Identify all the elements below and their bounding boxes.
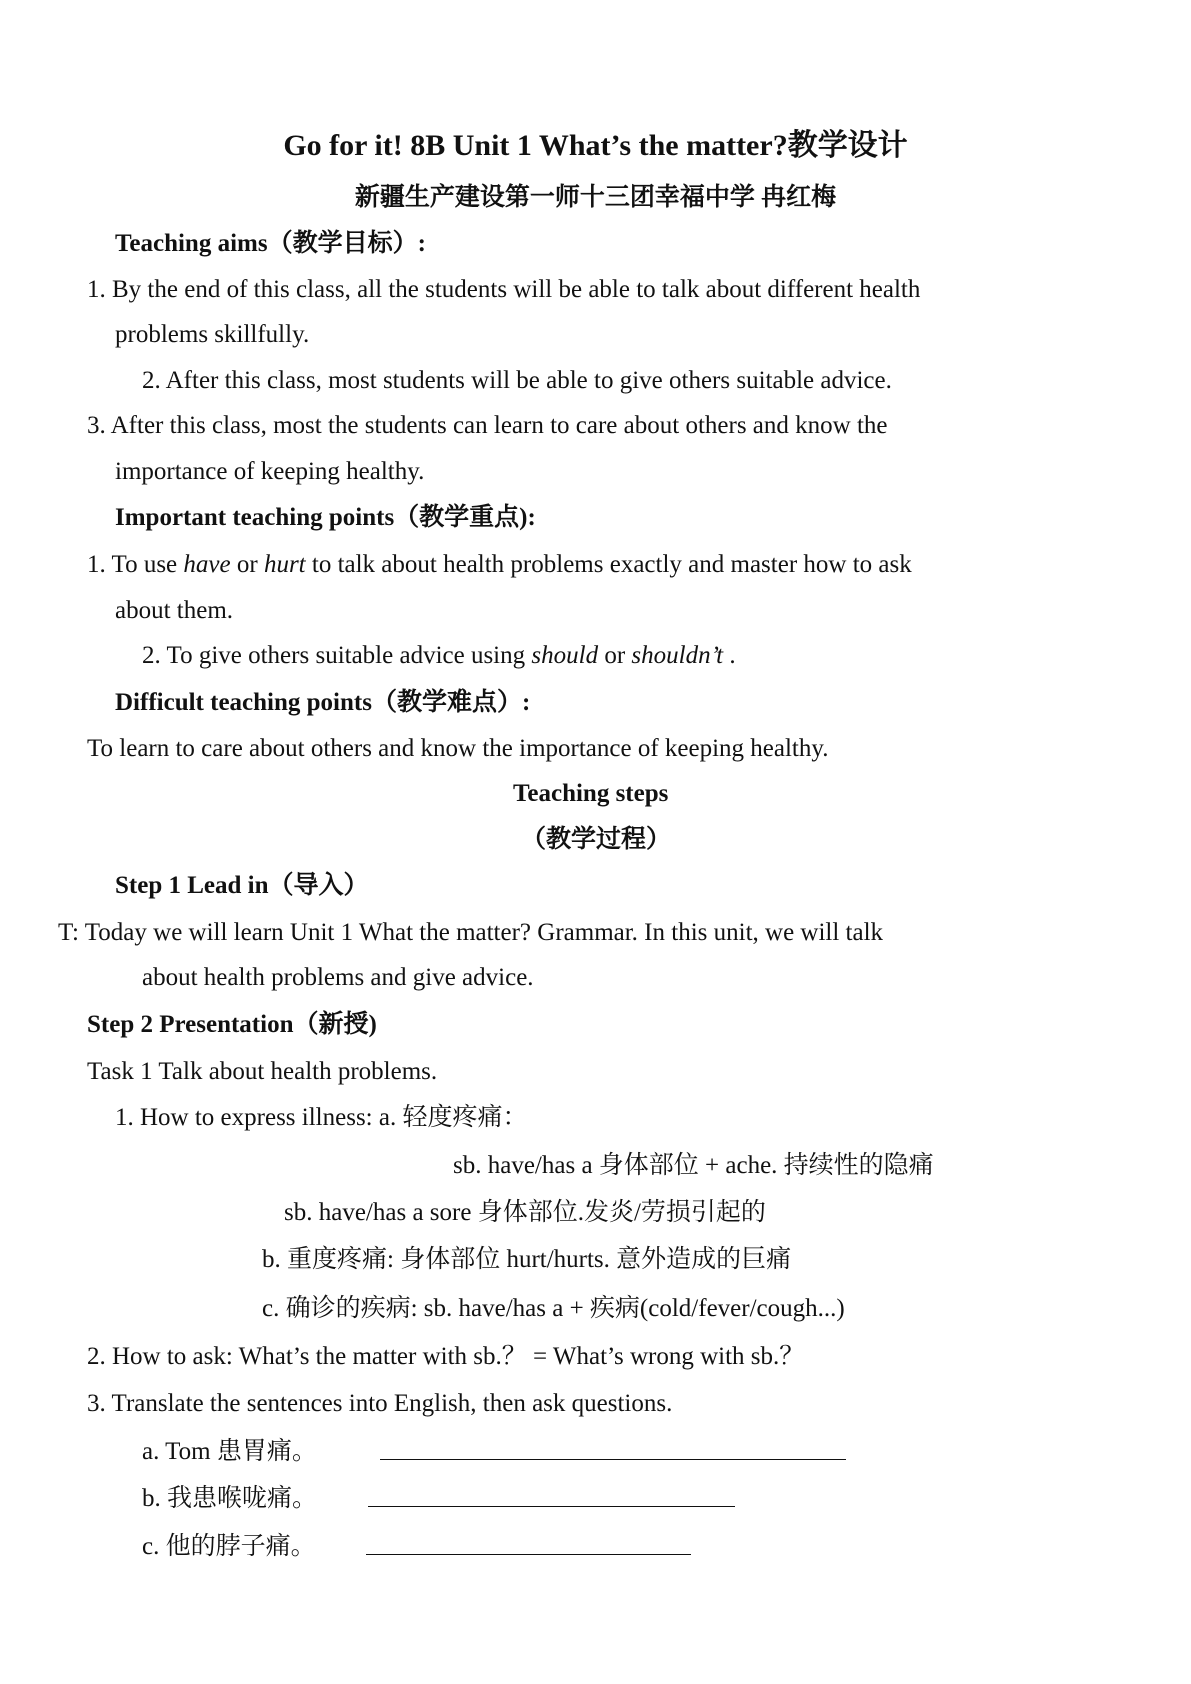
illness-line-a1: sb. have/has a 身体部位 + ache. 持续性的隐痛	[453, 1152, 934, 1179]
important-heading: Important teaching points（教学重点):	[115, 504, 536, 531]
teacher-line-b: about health problems and give advice.	[142, 964, 534, 991]
translate-item-b: b. 我患喉咙痛。	[142, 1485, 318, 1512]
answer-blank-b[interactable]	[368, 1484, 735, 1507]
answer-blank-c[interactable]	[366, 1532, 691, 1555]
aims-item-2: 2. After this class, most students will be able to give others suitable advice.	[142, 367, 892, 394]
author-line: 新疆生产建设第一师十三团幸福中学 冉红梅	[354, 184, 837, 211]
step2-heading: Step 2 Presentation（新授)	[87, 1011, 377, 1038]
aims-item-1b: problems skillfully.	[115, 321, 310, 348]
word-shouldnt: shouldn’t	[631, 642, 724, 669]
steps-heading: Teaching steps	[513, 780, 669, 807]
translate-item-c: c. 他的脖子痛。	[142, 1533, 316, 1560]
important-item-2: 2. To give others suitable advice using should or shouldn’t .	[142, 642, 736, 669]
aims-item-1a: 1. By the end of this class, all the students will be able to talk about different health	[87, 276, 921, 303]
illness-line-a2: sb. have/has a sore 身体部位.发炎/劳损引起的	[284, 1199, 766, 1226]
aims-item-3b: importance of keeping healthy.	[115, 458, 425, 485]
word-should: should	[531, 642, 599, 669]
important-item-1b: about them.	[115, 597, 234, 624]
difficult-item: To learn to care about others and know the importance of keeping healthy.	[87, 735, 829, 762]
page-title: Go for it! 8B Unit 1 What’s the matter?教学设计	[283, 129, 908, 162]
aims-item-3a: 3. After this class, most the students can learn to care about others and know the	[87, 412, 888, 439]
illness-line-b: b. 重度疼痛: 身体部位 hurt/hurts. 意外造成的巨痛	[262, 1246, 792, 1273]
ask-line: 2. How to ask: What’s the matter with sb.？ = What’s wrong with sb.？	[87, 1343, 805, 1370]
word-hurt: hurt	[263, 551, 306, 578]
step1-heading: Step 1 Lead in（导入）	[115, 872, 369, 899]
difficult-heading: Difficult teaching points（教学难点）:	[115, 689, 531, 716]
teacher-line-a: T: Today we will learn Unit 1 What the matter? Grammar. In this unit, we will talk	[58, 919, 884, 946]
answer-blank-a[interactable]	[380, 1437, 846, 1460]
illness-line-c: c. 确诊的疾病: sb. have/has a + 疾病(cold/fever/cough...)	[262, 1295, 845, 1322]
translate-item-a: a. Tom 患胃痛。	[142, 1438, 317, 1465]
task1-line: Task 1 Talk about health problems.	[87, 1058, 438, 1085]
aims-heading: Teaching aims（教学目标）:	[115, 230, 426, 257]
illness-line-1: 1. How to express illness: a. 轻度疼痛：	[115, 1104, 528, 1131]
important-item-1a: 1. To use have or hurt to talk about health problems exactly and master how to ask	[87, 551, 912, 578]
steps-heading-cn: （教学过程）	[521, 826, 672, 853]
word-have: have	[183, 551, 231, 578]
translate-line: 3. Translate the sentences into English, then ask questions.	[87, 1390, 673, 1417]
